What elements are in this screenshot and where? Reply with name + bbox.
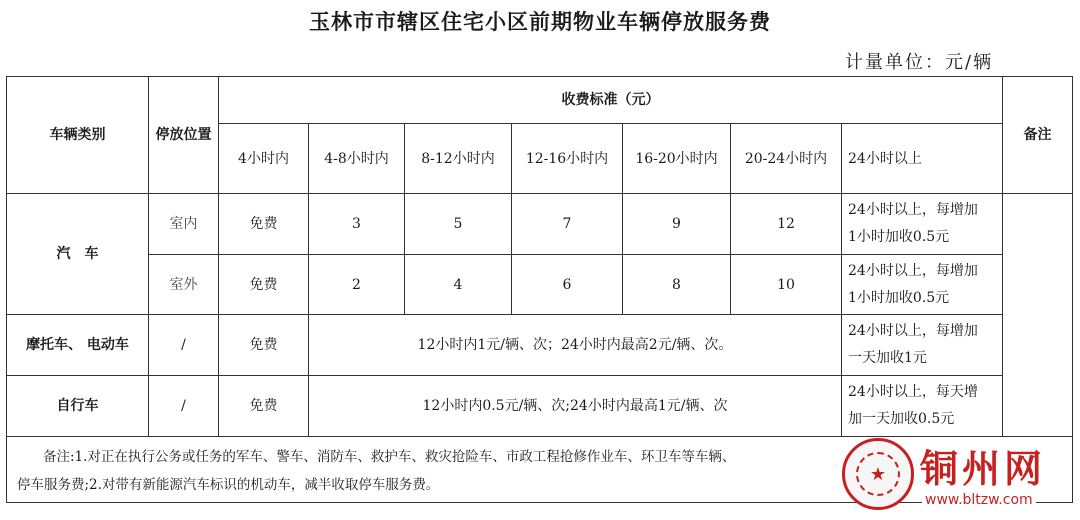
header-duration-4-8h: 4-8小时内	[309, 124, 405, 194]
fee-cell: 12	[731, 194, 842, 255]
fee-cell: 7	[512, 194, 623, 255]
unit-label: 计量单位：元/辆	[845, 52, 994, 73]
position-cell: /	[149, 376, 219, 437]
header-duration-16-20h: 16-20小时内	[623, 124, 731, 194]
watermark-url: www.bltzw.com	[922, 492, 1036, 508]
header-duration-8-12h: 8-12小时内	[405, 124, 512, 194]
fee-cell: 6	[512, 255, 623, 315]
header-remark: 备注	[1003, 77, 1073, 194]
over24-cell	[842, 194, 1003, 255]
page-title: 玉林市市辖区住宅小区前期物业车辆停放服务费	[309, 10, 771, 34]
seal-logo-icon: ★	[842, 438, 914, 510]
car-label: 汽 车	[7, 194, 149, 315]
fee-cell: 免费	[219, 315, 309, 376]
over24-text: 24小时以上，每天增	[848, 384, 978, 400]
position-cell: /	[149, 315, 219, 376]
position-cell: 室外	[149, 255, 219, 315]
header-duration-over24h: 24小时以上	[842, 124, 1003, 194]
fee-cell: 9	[623, 194, 731, 255]
over24-cell	[842, 376, 1003, 437]
header-row-1	[7, 77, 1073, 124]
notes-line: 备注:1.对正在执行公务或任务的军车、警车、消防车、救护车、救灾抢险车、市政工程抢修作业车、环卫车等车辆、	[43, 449, 736, 465]
fee-cell: 3	[309, 194, 405, 255]
over24-text: 24小时以上，每增加	[848, 262, 978, 279]
fee-cell: 免费	[219, 255, 309, 315]
over24-cell	[842, 255, 1003, 315]
fee-range-cell: 12小时内1元/辆、次；24小时内最高2元/辆、次。	[309, 315, 842, 376]
table-row	[7, 255, 1073, 315]
header-vehicle-type: 车辆类别	[7, 77, 149, 194]
position-cell: 室内	[149, 194, 219, 255]
notes-line: 停车服务费;2.对带有新能源汽车标识的机动车，减半收取停车服务费。	[17, 477, 440, 493]
fee-cell: 2	[309, 255, 405, 315]
header-duration-12-16h: 12-16小时内	[512, 124, 623, 194]
over24-text: 一天加收1元	[848, 350, 927, 366]
over24-cell	[842, 315, 1003, 376]
header-fee-standard: 收费标准（元）	[219, 77, 1003, 124]
table-row	[7, 194, 1073, 255]
header-parking-position: 停放位置	[149, 77, 219, 194]
fee-cell: 免费	[219, 376, 309, 437]
fee-cell: 4	[405, 255, 512, 315]
over24-text: 1小时加收0.5元	[848, 229, 950, 245]
fee-cell: 10	[731, 255, 842, 315]
over24-text: 24小时以上，每增加	[848, 202, 978, 218]
over24-text: 24小时以上，每增加	[848, 323, 978, 339]
header-duration-4h: 4小时内	[219, 124, 309, 194]
watermark-name: 铜州网	[920, 447, 1047, 491]
header-duration-20-24h: 20-24小时内	[731, 124, 842, 194]
over24-text: 加一天加收0.5元	[848, 411, 955, 427]
motorcycle-label: 摩托车、 电动车	[7, 315, 149, 376]
fee-cell: 8	[623, 255, 731, 315]
table-row	[7, 376, 1073, 437]
table-row	[7, 315, 1073, 376]
remark-cell	[1003, 194, 1073, 437]
bicycle-label: 自行车	[7, 376, 149, 437]
over24-text: 1小时加收0.5元	[848, 289, 950, 306]
fee-range-cell: 12小时内0.5元/辆、次;24小时内最高1元/辆、次	[309, 376, 842, 437]
fee-cell: 免费	[219, 194, 309, 255]
fee-cell: 5	[405, 194, 512, 255]
site-watermark	[842, 436, 1074, 518]
